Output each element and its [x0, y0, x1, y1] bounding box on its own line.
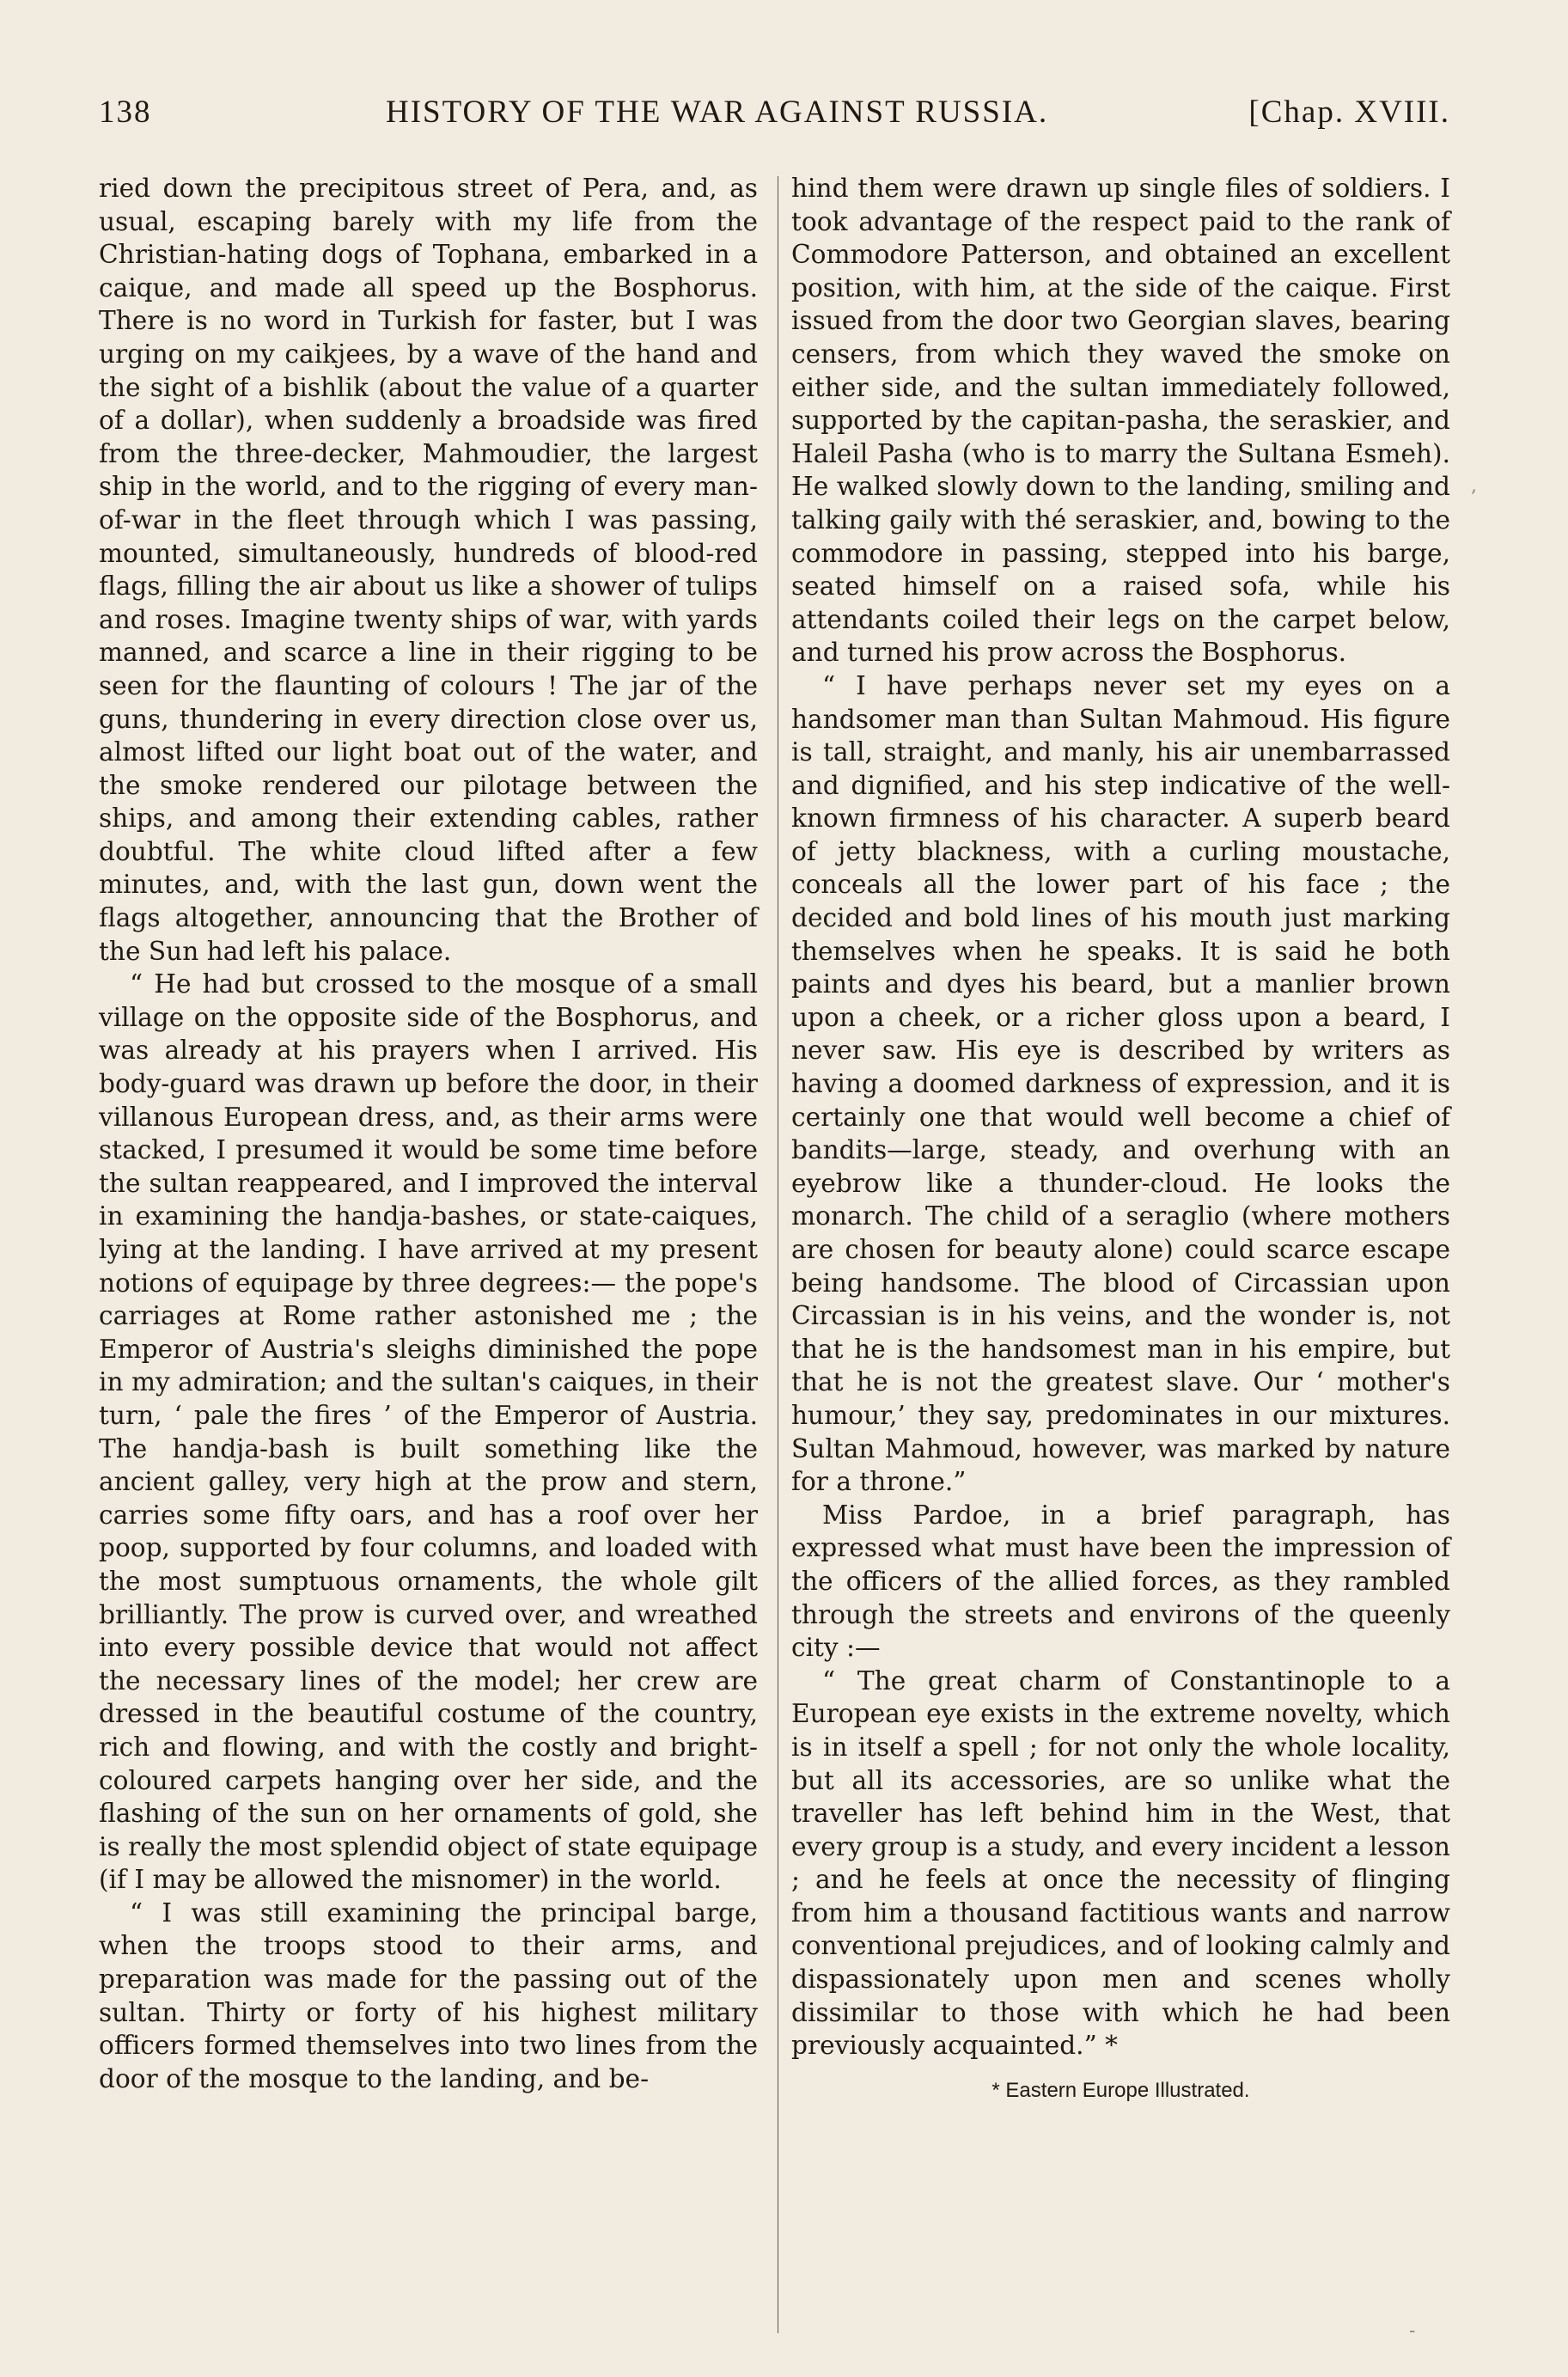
running-head: [99, 82, 1450, 142]
text-columns: [99, 172, 1450, 2107]
right-paragraph-2: “ I have perhaps never set my eyes on a handsomer man than Sultan Mahmoud. His figure is tall, straight, and manly, his air unembarrassed and dignified, and his step indicative of the well-known firmness of his character. A superb beard of jetty blackness, with a curling moustache, conceals all the lower part of his face ; the decided and bold lines of his mouth just marking themselves when he speaks. It is said he both paints and dyes his beard, but a manlier brown upon a cheek, or a richer gloss upon a beard, I never saw. His eye is described by writers as having a doomed darkness of expression, and it is certainly one that would well become a chief of bandits—large, steady, and overhung with an eyebrow like a thunder-cloud. He looks the monarch. The child of a seraglio (where mothers are chosen for beauty alone) could scarce escape being handsome. The blood of Circassian upon Circassian is in his veins, and the wonder is, not that he is the handsomest man in his empire, but that he is not the greatest slave. Our ‘ mother's humour,’ they say, predominates in our mixtures. Sultan Mahmoud, however, was marked by nature for a throne.”: [791, 670, 1450, 1497]
left-column: [99, 172, 758, 2107]
left-paragraph-1: ried down the precipitous street of Pera, and, as usual, escaping barely with my life from the Christian-hating dogs of Tophana, embarked in a caique, and made all speed up the Bosphorus. There is no word in Turkish for faster, but I was urging on my caikjees, by a wave of the hand and the sight of a bishlik (about the value of a quarter of a dollar), when suddenly a broadside was fired from the three-decker, Mahmoudier, the largest ship in the world, and to the rigging of every man-of-war in the fleet through which I was passing, mounted, simultaneously, hundreds of blood-red flags, filling the air about us like a shower of tulips and roses. Imagine twenty ships of war, with yards manned, and scarce a line in their rigging to be seen for the flaunting of colours ! The jar of the guns, thundering in every direction close over us, almost lifted our light boat out of the water, and the smoke rendered our pilotage between the ships, and among their extending cables, rather doubtful. The white cloud lifted after a few minutes, and, with the last gun, down went the flags altogether, announcing that the Brother of the Sun had left his palace.: [99, 174, 758, 966]
ink-speck: ,: [1471, 475, 1477, 497]
page-number: 138: [99, 95, 152, 130]
right-paragraph-4: “ The great charm of Constantinople to a European eye exists in the extreme novelty, which is in itself a spell ; for not only the whole locality, but all its accessories, are so unlike what the traveller has left behind him in the West, that every group is a study, and every incident a lesson ; and he feels at once the necessity of flinging from him a thousand factitious wants and narrow conventional prejudices, and of looking calmly and dispassionately upon men and scenes wholly dissimilar to those with which he had been previously acquainted.” *: [791, 1665, 1450, 2061]
left-paragraph-2: “ He had but crossed to the mosque of a small village on the opposite side of the Bosphorus, and was already at his prayers when I arrived. His body-guard was drawn up before the door, in their villanous European dress, and, as their arms were stacked, I presumed it would be some time before the sultan reappeared, and I improved the interval in examining the handja-bashes, or state-caiques, lying at the landing. I have arrived at my present notions of equipage by three degrees:— the pope's carriages at Rome rather astonished me ; the Emperor of Austria's sleighs diminished the pope in my admiration; and the sultan's caiques, in their turn, ‘ pale the fires ’ of the Emperor of Austria. The handja-bash is built something like the ancient galley, very high at the prow and stern, carries some fifty oars, and has a roof over her poop, supported by four columns, and loaded with the most sumptuous ornaments, the whole gilt brilliantly. The prow is curved over, and wreathed into every possible device that would not affect the necessary lines of the model; her crew are dressed in the beautiful costume of the country, rich and flowing, and with the costly and bright-coloured carpets hanging over her side, and the flashing of the sun on her ornaments of gold, she is really the most splendid object of state equipage (if I may be allowed the misnomer) in the world.: [99, 969, 758, 1895]
ink-speck: -: [1409, 2320, 1416, 2342]
left-paragraph-3: “ I was still examining the principal barge, when the troops stood to their arms, and preparation was made for the passing out of the sultan. Thirty or forty of his highest military officers formed themselves into two lines from the door of the mosque to the landing, and be-: [99, 1897, 758, 2093]
right-column: [791, 172, 1450, 2107]
chapter-label: [Chap. XVIII.: [1248, 95, 1450, 130]
running-title: HISTORY OF THE WAR AGAINST RUSSIA.: [386, 95, 1049, 130]
right-paragraph-1: hind them were drawn up single files of soldiers. I took advantage of the respect paid to the rank of Commodore Patterson, and obtained an excellent position, with him, at the side of the caique. First issued from the door two Georgian slaves, bearing censers, from which they waved the smoke on either side, and the sultan immediately followed, supported by the capitan-pasha, the seraskier, and Haleil Pasha (who is to marry the Sultana Esmeh). He walked slowly down to the landing, smiling and talking gaily with thé seraskier, and, bowing to the commodore in passing, stepped into his barge, seated himself on a raised sofa, while his attendants coiled their legs on the carpet below, and turned his prow across the Bosphorus.: [791, 174, 1450, 668]
right-paragraph-3: Miss Pardoe, in a brief paragraph, has expressed what must have been the impression of the officers of the allied forces, as they rambled through the streets and environs of the queenly city :—: [791, 1500, 1450, 1663]
footnote: * Eastern Europe Illustrated.: [991, 2078, 1250, 2102]
